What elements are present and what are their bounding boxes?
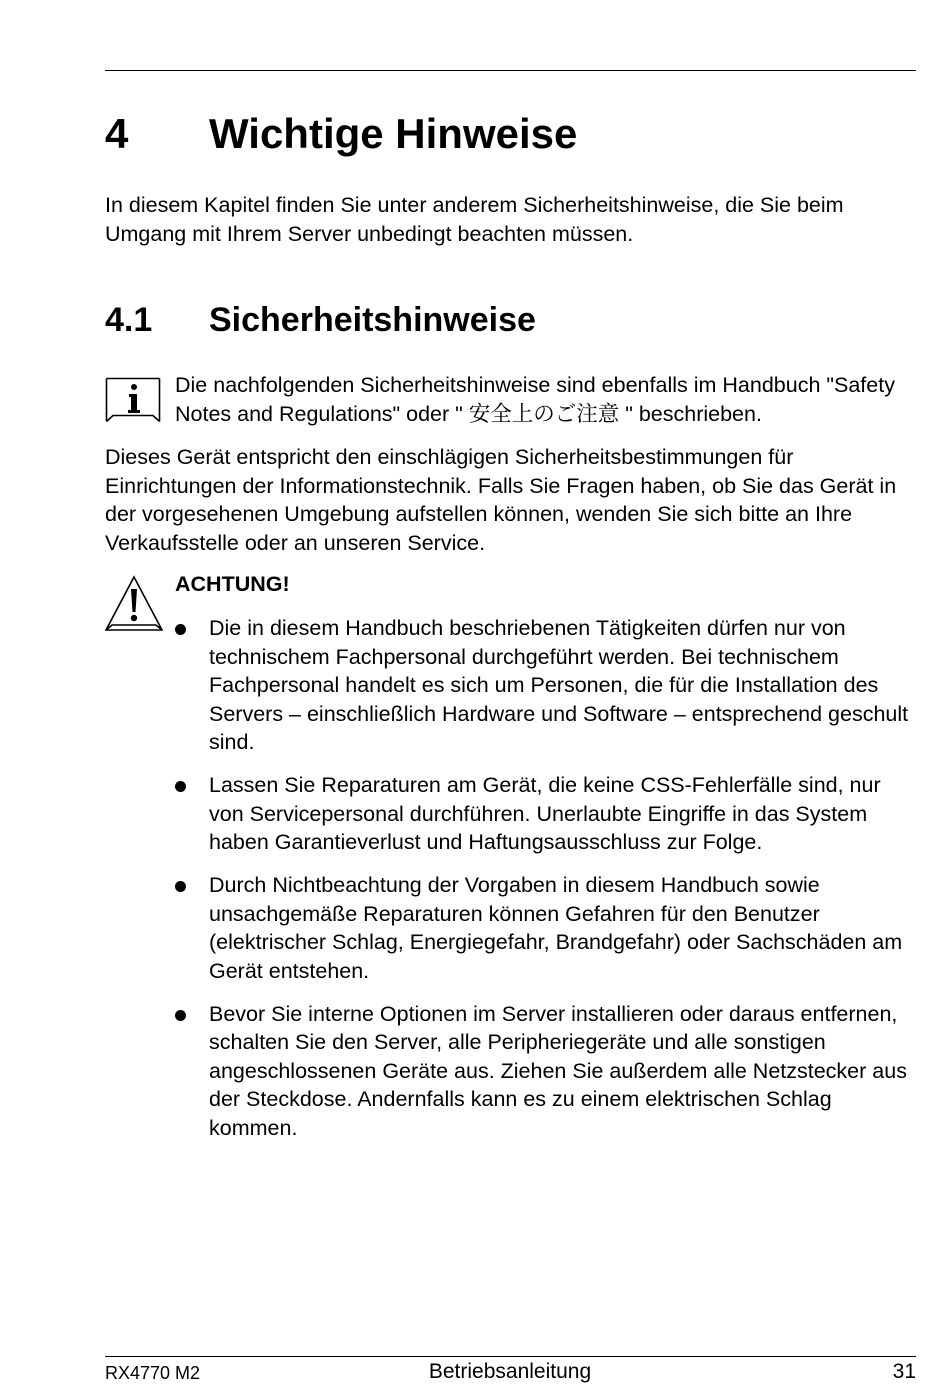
warning-item-text: Durch Nichtbeachtung der Vorgaben in diesem Handbuch sowie unsachgemäße Reparaturen können Gefahren für den Benutzer (elektrischer Schlag, Energiegefahr, Brandgefahr) oder Sachschäden am Gerät entstehen. [209, 873, 903, 983]
top-rule [105, 70, 916, 71]
warning-item [175, 871, 917, 985]
chapter-intro: In diesem Kapitel finden Sie unter anderem Sicherheitshinweise, die Sie beim Umgang mit Ihrem Server unbedingt beachten müssen. [105, 193, 844, 246]
footer-model: RX4770 M2 [105, 1363, 201, 1383]
footer-manual: Betriebsanleitung [428, 1360, 592, 1383]
warning-item-text: Die in diesem Handbuch beschriebenen Tätigkeiten dürfen nur von technischem Fachpersonal durchgeführt werden. Bei technischem Fachpersonal handelt es sich um Personen, die für die Installation des Servers – einschließlich Hardware und Software – entsprechend geschult sind. [209, 616, 909, 754]
footer-manual-wrap [0, 1359, 950, 1385]
section-number: 4.1 [105, 301, 153, 339]
section-title: Sicherheitshinweise [209, 301, 536, 339]
warning-icon [104, 575, 164, 635]
warning-item [175, 1000, 917, 1143]
info-icon [105, 377, 161, 423]
info-note-text: Die nachfolgenden Sicherheitshinweise sind ebenfalls im Handbuch "Safety Notes and Regulations" oder " 安全上のご注意 " beschrieben. [175, 373, 895, 426]
warning-list [175, 614, 917, 1157]
warning-item [175, 771, 917, 857]
warning-item [175, 614, 917, 757]
bullet-icon [175, 881, 186, 892]
footer-rule [105, 1356, 916, 1357]
warning-item-text: Lassen Sie Reparaturen am Gerät, die keine CSS-Fehlerfälle sind, nur von Servicepersonal durchführen. Unerlaubte Eingriffe in das System haben Garantieverlust und Haftungsausschluss zur Folge. [209, 773, 881, 854]
bullet-icon [175, 781, 186, 792]
chapter-heading [105, 108, 577, 160]
body-paragraph: Dieses Gerät entspricht den einschlägigen Sicherheitsbestimmungen für Einrichtungen der Informationstechnik. Falls Sie Fragen haben, ob Sie das Gerät in der vorgesehenen Umgebung aufstellen können, wenden Sie sich bitte an Ihre Verkaufsstelle oder an unseren Service. [105, 445, 897, 555]
chapter-number: 4 [105, 110, 129, 157]
section-heading [105, 298, 536, 342]
page-number: 31 [892, 1360, 916, 1383]
warning-title: ACHTUNG! [175, 572, 290, 596]
bullet-icon [175, 624, 186, 635]
bullet-icon [175, 1010, 186, 1021]
warning-item-text: Bevor Sie interne Optionen im Server installieren oder daraus entfernen, schalten Sie den Server, alle Peripheriegeräte und alle sonstigen angeschlossenen Geräte aus. Ziehen Sie außerdem alle Netzstecker aus der Steckdose. Andernfalls kann es zu einem elektrischen Schlag kommen. [209, 1001, 907, 1140]
chapter-title: Wichtige Hinweise [209, 110, 578, 157]
